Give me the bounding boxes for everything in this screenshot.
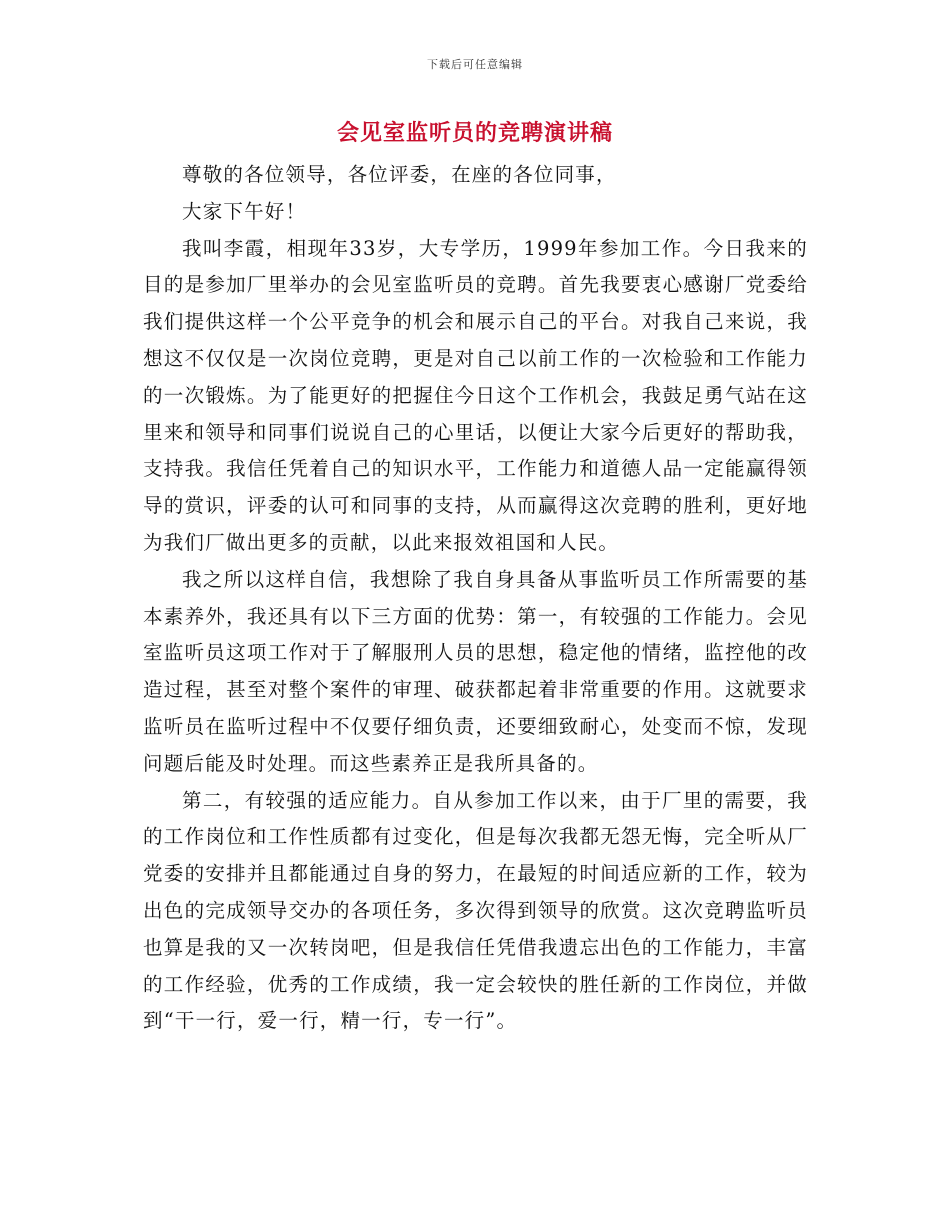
paragraph-advantage-one: 我之所以这样自信，我想除了我自身具备从事监听员工作所需要的基本素养外，我还具有以下三方面的优势：第一，有较强的工作能力。会见室监听员这项工作对于了解服刑人员的思想，稳定他的情绪，监控他的改造过程，甚至对整个案件的审理、破获都起着非常重要的作用。这就要求监听员在监听过程中不仅要仔细负责，还要细致耐心，处变而不惊，发现问题后能及时处理。而这些素养正是我所具备的。: [143, 567, 808, 775]
header-note: 下载后可任意编辑: [427, 58, 523, 71]
greeting: 大家下午好！: [182, 199, 307, 223]
paragraph-introduction: 我叫李霞，相现年33岁，大专学历，1999年参加工作。今日我来的目的是参加厂里举办的会见室监听员的竞聘。首先我要衷心感谢厂党委给我们提供这样一个公平竞争的机会和展示自己的平台。对我自己来说，我想这不仅仅是一次岗位竞聘，更是对自己以前工作的一次检验和工作能力的一次锻炼。为了能更好的把握住今日这个工作机会，我鼓足勇气站在这里来和领导和同事们说说自己的心里话，以便让大家今后更好的帮助我，支持我。我信任凭着自己的知识水平，工作能力和道德人品一定能赢得领导的赏识，评委的认可和同事的支持，从而赢得这次竞聘的胜利，更好地为我们厂做出更多的贡献，以此来报效祖国和人民。: [143, 236, 808, 554]
document-title: 会见室监听员的竞聘演讲稿: [336, 120, 613, 146]
paragraph-advantage-two: 第二，有较强的适应能力。自从参加工作以来，由于厂里的需要，我的工作岗位和工作性质都有过变化，但是每次我都无怨无悔，完全听从厂党委的安排并且都能通过自身的努力，在最短的时间适应新的工作，较为出色的完成领导交办的各项任务，多次得到领导的欣赏。这次竞聘监听员也算是我的又一次转岗吧，但是我信任凭借我遗忘出色的工作能力，丰富的工作经验，优秀的工作成绩，我一定会较快的胜任新的工作岗位，并做到“干一行，爱一行，精一行，专一行”。: [143, 788, 808, 1033]
document-body: [143, 157, 808, 1040]
salutation: 尊敬的各位领导，各位评委，在座的各位同事，: [182, 163, 617, 186]
